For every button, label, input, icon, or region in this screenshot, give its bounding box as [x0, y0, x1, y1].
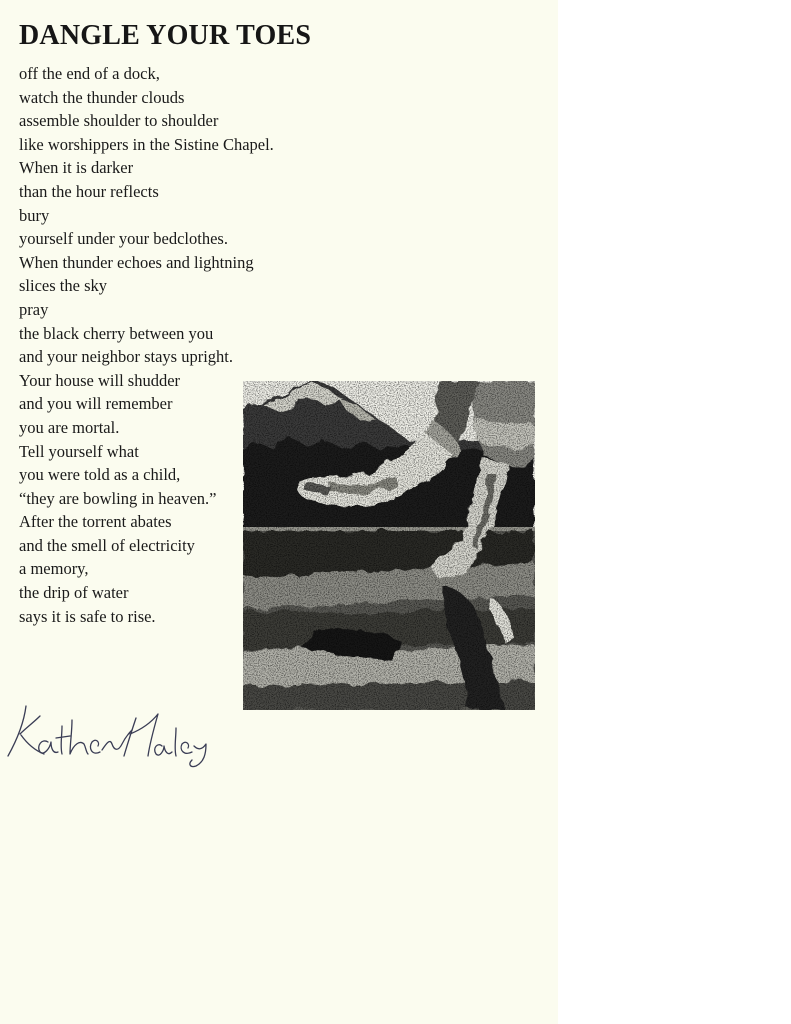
poem-body [19, 62, 274, 628]
poem-line: watch the thunder clouds [19, 87, 185, 107]
poem-line: the black cherry between you [19, 323, 214, 343]
poem-line: When thunder echoes and lightning [19, 252, 254, 272]
poem-line: like worshippers in the Sistine Chapel. [19, 134, 274, 154]
poem-line: slices the sky [19, 276, 107, 296]
poem-line: a memory, [19, 559, 89, 579]
signature [4, 700, 219, 770]
poem-line: and the smell of electricity [19, 535, 195, 555]
poem-line: Your house will shudder [19, 370, 181, 390]
poem-line: yourself under your bedclothes. [19, 229, 228, 249]
poem-line: and your neighbor stays upright. [19, 347, 234, 367]
poem-title: DANGLE YOUR TOES [19, 20, 312, 51]
poem-line: and you will remember [19, 394, 173, 414]
poem-line: you are mortal. [19, 417, 120, 437]
poem-line: After the torrent abates [19, 512, 172, 532]
poem-line: assemble shoulder to shoulder [19, 111, 219, 131]
poem-line: you were told as a child, [19, 465, 181, 485]
poem-line: pray [19, 299, 49, 319]
poem-line: bury [19, 205, 50, 225]
poem-line: off the end of a dock, [19, 64, 160, 83]
poem-line: than the hour reflects [19, 181, 159, 201]
poem-line: Tell yourself what [19, 441, 139, 461]
poem-line: When it is darker [19, 158, 134, 178]
poem-line: “they are bowling in heaven.” [19, 488, 217, 508]
dock-feet-photo [243, 381, 535, 710]
poem-line: says it is safe to rise. [19, 606, 156, 626]
poem-line: the drip of water [19, 583, 129, 603]
